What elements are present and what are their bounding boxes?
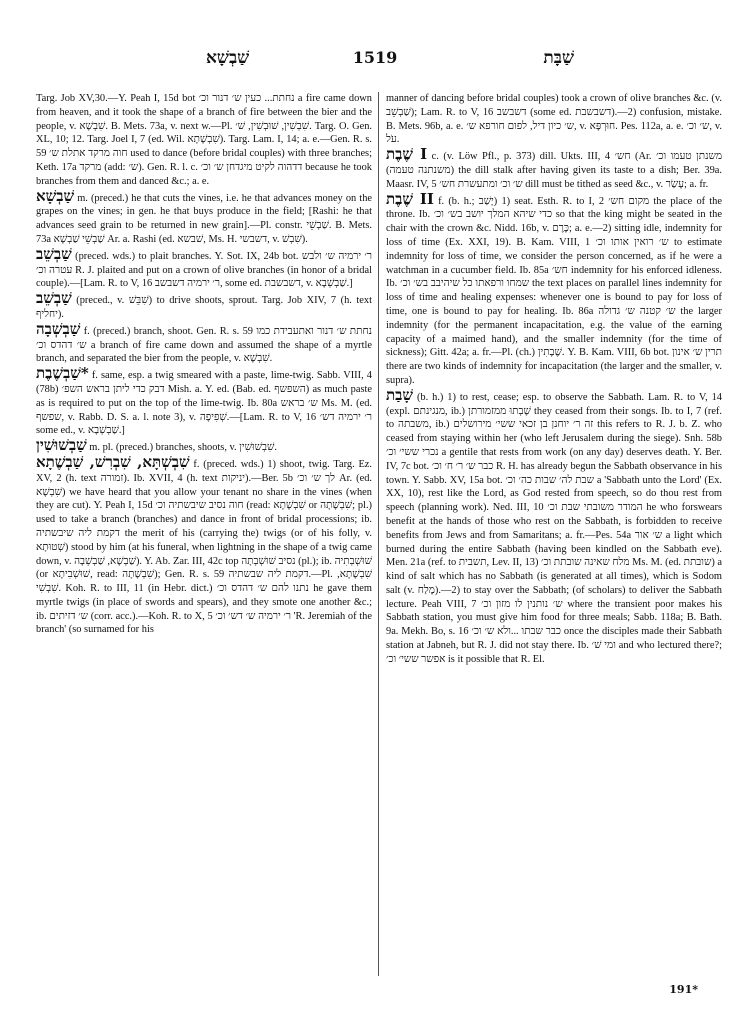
right-column	[386, 92, 722, 976]
entry-headword: שֶׁבֶת II	[386, 189, 434, 208]
two-column-body	[36, 92, 722, 976]
entry-text: f. (preced. wds.) 1) shoot, twig. Targ. Ez. XV, 2 (h. text זמורה). Ib. XVII, 4 (h. text יניקות).—Ber. 5b לך ש׳ וכ׳ Ar. (ed. שִׁבְשָׁא) we have heard that you allow your tenant no share in the vines (when they are cut). Y. Peah I, 15d חוה נסיב שיבשתיה וכ׳ (read: שִׁבְשָׁתָא or שִׁבְשָׁתָה; pl.) used to take a branch (branches) and dance in front of bridal processions; ib. דקמת ליה שיבשתיה the merit of his (carrying the) twigs (or of his folly, v. שְׁטוּתָא) stood by him (at his funeral, when lightning in the shape of a twig came down, v. שַׁבְשָׁא, שַׁבְשְׁבָה). Y. Ab. Zar. III, 42c top נסיב שׁוּשְׁבְתָה (pl.); ib. שׁוּשְׁבְתִיה (or שׁוּשְׁבִיתָא, read: שִׁבְשָׁתָה); Gen. R. s. 59 דקמת ליה שבשתיה.—Pl. שִׁבְשָׁתָא, שִׁבְשִׁי. Koh. R. to III, 11 (in Hebr. dict.) נתנו להם ש׳ דהדס וכ׳ he gave them myrtle twigs (in place of swords and spears), and they smote one another &c.; ib. ש׳ דזיתים (corr. acc.).—Koh. R. to X, 5 ר׳ ירמיה ש׳ דש׳ וכ׳ 'R. Jeremiah of the branch' (so surnamed for his	[36, 458, 372, 636]
entry-text: (b. h.) 1) to rest, cease; esp. to observe the Sabbath. Lam. R. to V, 14 (expl. מנגינתם, ib.) שָׁבְתוּ ממזמורתן they ceased from their songs. Ib. to I, 7 (ref. to משבתה, ib.) זה ר׳ יוחנן בן זכאי ששי׳ מירושלים this refers to R. J. b. Z. who ceased from staying within her (who left Jerusalem during the siege). Snh. 58b נכרי ששי׳ וכ׳ a gentile that rests from work (on any day) deserves death. Y. Ber. IV, 7c bot. כבר ש׳ ר׳ ח׳ וכ׳ R. H. has already begun the Sabbath observance in his town. Y. Sabb. XV, 15a bot. שבת לה׳ שבות כה׳ וכ׳ a 'Sabbath unto the Lord' (Ex. XX, 10), rest like the Lord, as God rested from speech, so do thou rest from speech (planning work). Ned. III, 10 המודר משובתי שבת וכ׳ he who forswears benefit at the hands of those who rest on the Sabbath, is forbidden to receive benefits from Jews and from Samaritans; a. fr.—Pes. 54a ש׳ אור a light which burned during the entire Sabbath (having been kindled on the Sabbath eve). Men. 21a (ref. to תשבית, Lev. II, 13) מלח שאינה שובתת וכ׳ Ms. M. (ed. שובתת) a kind of salt which has no Sabbath (is generated at all times), which is Sodom salt (v. מֶלַח).—2) to stay over the Sabbath; (of scholars) to deliver the Sabbath lecture. Peah VIII, 7 ש׳ נותנין לו מזון וכ׳ where the transient poor makes his Sabbath station, you must give him food for three meals; Sabb. 118a; B. Bath. 9a. Mekh. Bo, s. 16 כבר שבתו ...ולא ש׳ וכ׳ once the disciples made their Sabbath station at Jabneh, but R. J. did not stay there. Ib. ומי שׁ׳ and who lectured there?; אפשר ששי׳ וכ׳ is it possible that R. El.	[386, 391, 722, 665]
dictionary-entry	[36, 364, 372, 438]
entry-headword: שַׁבְשֵׁב	[36, 244, 72, 263]
header-right-catchword: שַׁבָּת	[543, 48, 574, 68]
page-number: 1519	[352, 48, 398, 67]
entry-headword: שָׁבַת	[386, 385, 413, 404]
entry-text: m. pl. (preced.) branches, shoots, v. שִׁבְשׁוּשִׁין.	[89, 442, 277, 454]
entry-text: (preced., v. שִׁבֵּשׁ) to drive shoots, sprout. Targ. Job XIV, 7 (h. text יחליף).	[36, 295, 372, 320]
entry-text: c. (v. Löw Pfl., p. 373) dill. Ukts. III, 4 חש׳ (Ar. משנתן טעמו וכ׳ (משנתנה טעמה) the dill stalk after having given its taste to a dish; Ber. 39a. Maasr. IV, 5 ש׳ וכ׳ ומתעשרת חש׳ dill must be tithed as seed &c., v. עָשַׂר; a. fr.	[386, 151, 722, 190]
left-column	[36, 92, 372, 976]
entry-text: manner of dancing before bridal couples) took a crown of olive branches &c. (v. שַׁבְשֵׁב); Lam. R. to V, 16 דשבשב (some ed. דשבשבת).—2) confusion, mistake. B. Mets. 96b, a. e. ש׳ כיון דיל, לפום חורפא ש׳, v. חוּרְפָּא. Pes. 112a, a. e. ש׳ וכ׳, v. עֹל.	[386, 93, 722, 146]
entry-headword: שֶׁבֶת I	[386, 145, 428, 164]
dictionary-entry	[36, 319, 372, 366]
entry-text: m. (preced.) he that cuts the vines, i.e. he that advances money on the grapes on the vines; in gen. he that buys produce in the field; [Rashi: he that advances seed grain to be returned in new grain].—Pl. constr. שַׁבְשֵׁי. B. Mets. 73a שַׁבְשֵׁי שַׁבְשָׁא Ar. a. Rashi (ed. שׁבשא, Ms. H. דשבשי, v. שִׁבְשׁ).	[36, 192, 372, 245]
entry-text: f. same, esp. a twig smeared with a paste, lime-twig. Sabb. VIII, 4 (78b) דבק כדי ליתן בראש השפ׳ Mish. a. Y. ed. (Bab. ed. השפשף) as much paste as is required to put on the top of the lime-twig. Ib. 80a ש׳ בראש Ms. M. (ed. שפשף, v. Rabb. D. S. a. l. note 3), v. שְׁפִיפָה.—[Lam. R. to V, 16 ר׳ ירמיה דש׳ some ed., v. שַׁבְשְׁבָא.]	[36, 370, 372, 437]
header-left-catchword: שַׁבְשָׁא	[206, 48, 250, 68]
entry-headword: שַׁבְשֶׁבֶת*	[36, 364, 89, 383]
entry-headword: שַׁבְשׁוּשִׁין	[36, 436, 87, 455]
column-divider	[378, 92, 379, 976]
dictionary-entry	[386, 385, 722, 667]
entry-text: Targ. Job XV,30.—Y. Peah I, 15d bot נחתת... כעין ש׳ דנור וכ׳ a fire came down from heaven, and it took the shape of a branch of fire between the bier and the people, v. שִׁבְשָׁא. B. Mets. 73a, v. next w.—Pl. שִׁבְשִׁין, שׁוּבְשִׁין, שׁ׳. Targ. O. Gen. XL, 10; 12. Targ. Joel I, 7 (ed. Wil. שִׁבְשָׁתָא). Targ. Lam. I, 14; a. e.—Gen. R. s. 59 חוה מרקד אתלת ש׳ used to dance (before bridal couples) with three branches; Keth. 17a מרקד (add: ש׳). Gen. R. l. c. דדהוה לקיט מיגדחן ש׳ וכ׳ because he took branches from them and danced &c.; a. e.	[36, 93, 372, 187]
dictionary-entry	[36, 186, 372, 247]
signature-folio: 191*	[669, 983, 698, 996]
entry-text: f. (b. h.; יָשַׁב) 1) seat. Esth. R. to I, 2 מקום חש׳ the place of the throne. Ib. כדי שיהא המלך יושב בש׳ וכ׳ so that the king might be seated in the chair with the crown &c. Nidd. 16b, v. כֶּרֶם; a. e.—2) sitting idle, indemnity for loss of time (Ex. XXI, 19). B. Kam. VIII, 1 ש׳ רואין אותו וכ׳ to estimate indemnity for loss of time, we consider the person concerned, as if he were a watchman in a cucumber field. Ib. 85a חש׳ indemnity for his enforced idleness. Ib. שמחו ורפאתו כל שיהיבב בש׳ וכ׳ the text places on parallel lines indemnity for loss of time and healing expenses: whenever one is bound to pay for loss of time, one is bound to pay for healing. Ib. 86a ש׳ קטנה ש׳ גדולה the larger indemnity (for the permanent incapacitation, e.g. the value of the earning capacity of a maimed hand), and the smaller indemnity (for the time of sickness); Gitt. 42a; a. fr.—Pl. (ch.) שֶׁבָתִין. Y. B. Kam. VIII, 6b bot. תרין ש׳ אינון there are two kinds of indemnity for incapacitation (the larger and the smaller, v. supra).	[386, 195, 722, 386]
entry-headword: שִׁבְשְׁתָּא, שִׁבְרִשׁ, שַׁבְשֶׁתָא	[36, 452, 190, 471]
entry-headword: שַׁבְשְׁבָה	[36, 319, 81, 338]
dictionary-entry	[36, 244, 372, 291]
entry-text: f. (preced.) branch, shoot. Gen. R. s. 59 נחתת ש׳ דנור ואתעבידת כמו ש׳ דהדס וכ׳ a branch of fire came down and assumed the shape of a myrtle branch, and separated the bier from the people, v. שִׁבְשָׁא.	[36, 325, 372, 365]
entry-headword: שַׁבְשֵׁב	[36, 289, 72, 308]
entry-text: (preced. wds.) to plait branches. Y. Sot. IX, 24b bot. ר׳ ירמיה ש׳ ולבש עטרה וכ׳ R. J. plaited and put on a crown of olive branches (in honor of a bridal couple).—[Lam. R. to V, 16 ר׳ ירמיה דשבשב, some ed. דשבשבת, v. שַׁבְשְׁבָא.]	[36, 250, 372, 290]
running-header	[36, 48, 714, 72]
dictionary-entry	[36, 92, 372, 189]
entry-headword: שַׁבְשָׁא	[36, 186, 75, 205]
dictionary-entry	[36, 289, 372, 322]
dictionary-entry	[386, 189, 722, 388]
dictionary-entry	[386, 92, 722, 147]
dictionary-entry	[36, 452, 372, 637]
dictionary-entry	[386, 145, 722, 191]
